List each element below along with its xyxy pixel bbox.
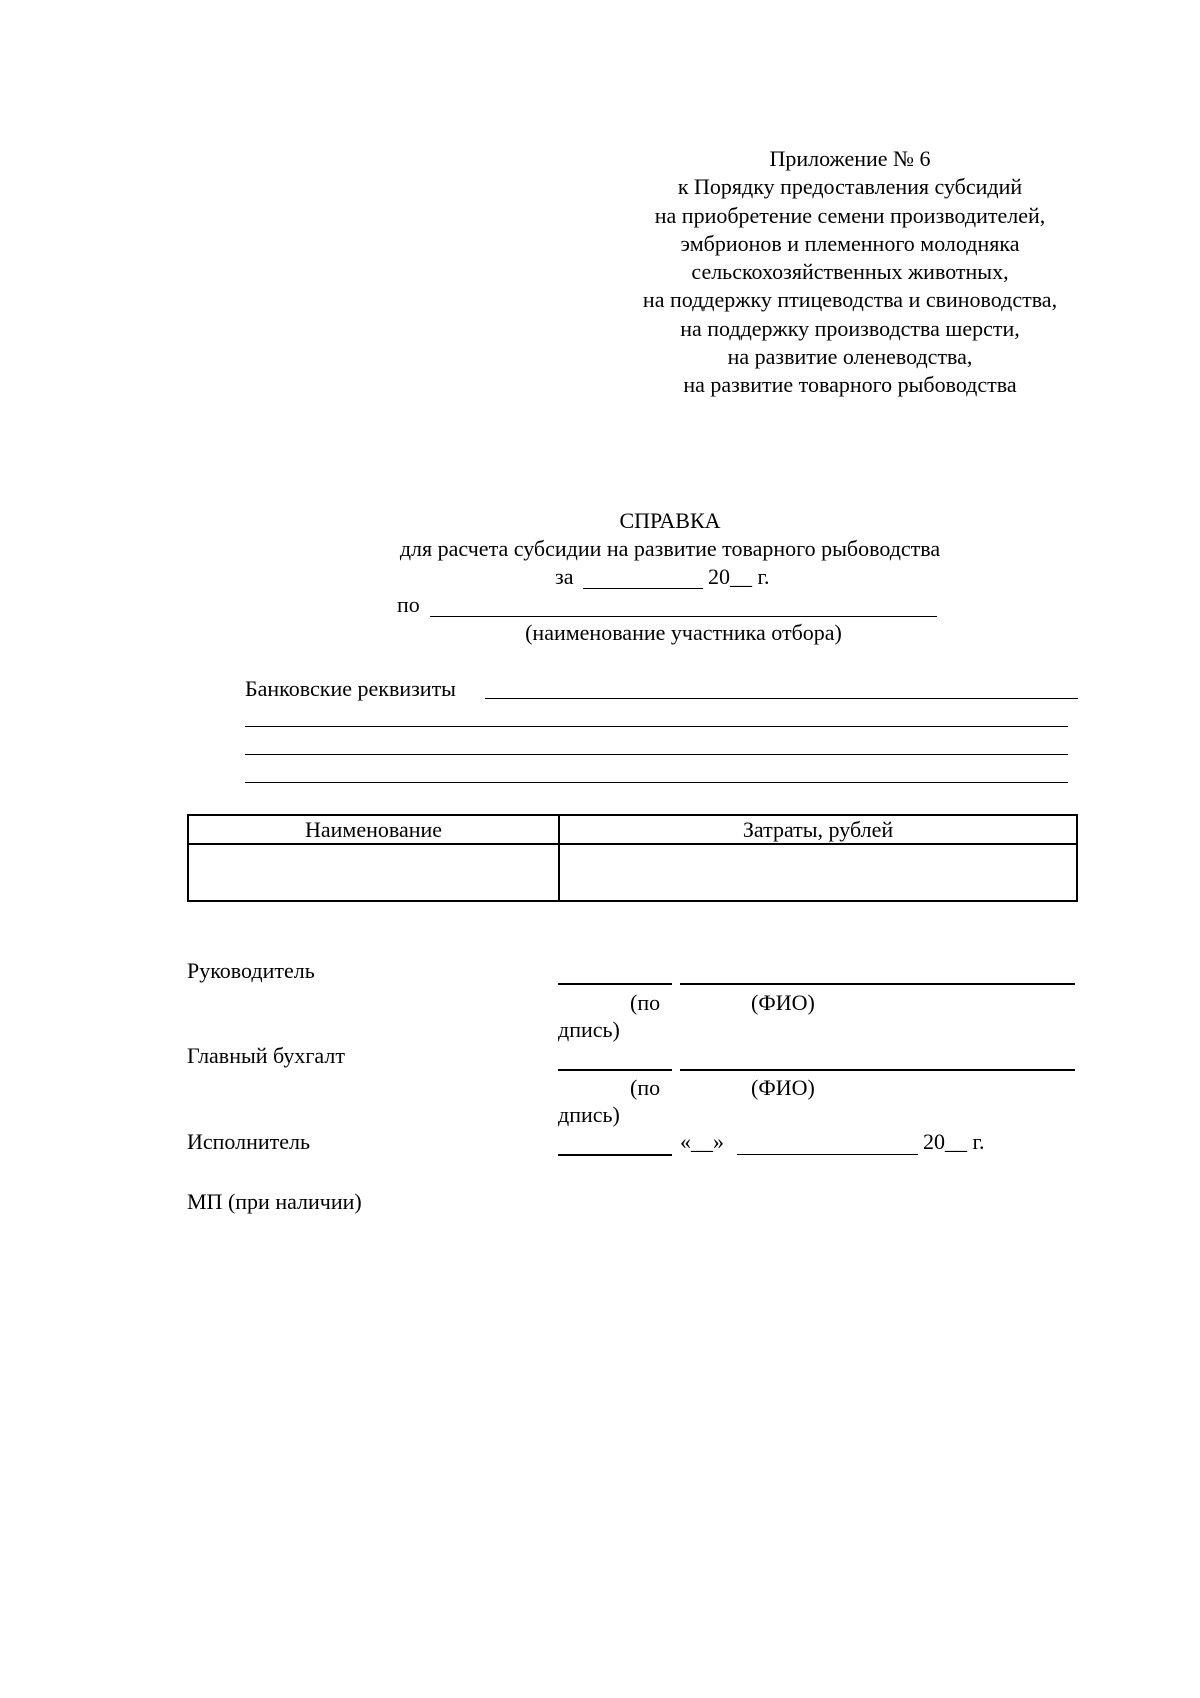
- head-signature-blank[interactable]: [558, 983, 672, 985]
- fio-caption: (ФИО): [751, 1075, 815, 1100]
- signature-caption-cont: дпись): [558, 1017, 620, 1042]
- column-header-name: Наименование: [188, 815, 559, 844]
- table-cell[interactable]: [188, 844, 559, 901]
- fio-caption: (ФИО): [751, 990, 815, 1015]
- by-label: по: [397, 592, 420, 617]
- annex-line: на развитие товарного рыбоводства: [683, 372, 1017, 398]
- date-year: 20__ г.: [923, 1129, 985, 1154]
- executor-signature-blank[interactable]: [558, 1154, 672, 1156]
- document-subtitle: для расчета субсидии на развитие товарного рыбоводства: [399, 536, 941, 561]
- annex-line: на приобретение семени производителей,: [654, 202, 1046, 228]
- signature-caption: (по: [630, 990, 661, 1015]
- participant-blank[interactable]: [430, 616, 937, 617]
- table-header-row: [188, 815, 1077, 844]
- date-day: «__»: [680, 1129, 724, 1154]
- cost-table: [187, 814, 1078, 902]
- head-fio-blank[interactable]: [680, 983, 1075, 985]
- annex-line: эмбрионов и племенного молодняка: [680, 230, 1020, 256]
- signature-caption: (по: [630, 1075, 661, 1100]
- document-title: СПРАВКА: [619, 508, 721, 533]
- executor-label: Исполнитель: [187, 1129, 311, 1154]
- period-prefix: за: [555, 564, 574, 589]
- annex-line: на развитие оленеводства,: [727, 344, 973, 370]
- annex-line: сельскохозяйственных животных,: [691, 259, 1009, 285]
- bank-details-blank[interactable]: [245, 782, 1068, 783]
- accountant-signature-blank[interactable]: [558, 1069, 672, 1071]
- annex-line: к Порядку предоставления субсидий: [677, 174, 1023, 200]
- head-label: Руководитель: [187, 958, 315, 983]
- accountant-label: Главный бухгалт: [187, 1043, 345, 1068]
- table-cell[interactable]: [559, 844, 1077, 901]
- period-blank[interactable]: [583, 588, 703, 589]
- column-header-costs: Затраты, рублей: [559, 815, 1077, 844]
- annex-line: на поддержку птицеводства и свиноводства,: [642, 287, 1058, 313]
- period-year: 20__ г.: [708, 564, 770, 589]
- bank-details-blank[interactable]: [245, 754, 1068, 755]
- annex-line: на поддержку производства шерсти,: [680, 315, 1020, 341]
- stamp-label: МП (при наличии): [187, 1189, 362, 1214]
- bank-details-blank[interactable]: [245, 726, 1068, 727]
- annex-line: Приложение № 6: [769, 146, 931, 171]
- bank-details-blank[interactable]: [485, 698, 1078, 699]
- annex-header: [600, 145, 1100, 400]
- bank-details-label: Банковские реквизиты: [245, 676, 456, 701]
- date-month-blank[interactable]: [737, 1154, 918, 1155]
- table-row: [188, 844, 1077, 901]
- accountant-fio-blank[interactable]: [680, 1069, 1075, 1071]
- signature-caption-cont: дпись): [558, 1102, 620, 1127]
- participant-caption: (наименование участника отбора): [525, 620, 842, 645]
